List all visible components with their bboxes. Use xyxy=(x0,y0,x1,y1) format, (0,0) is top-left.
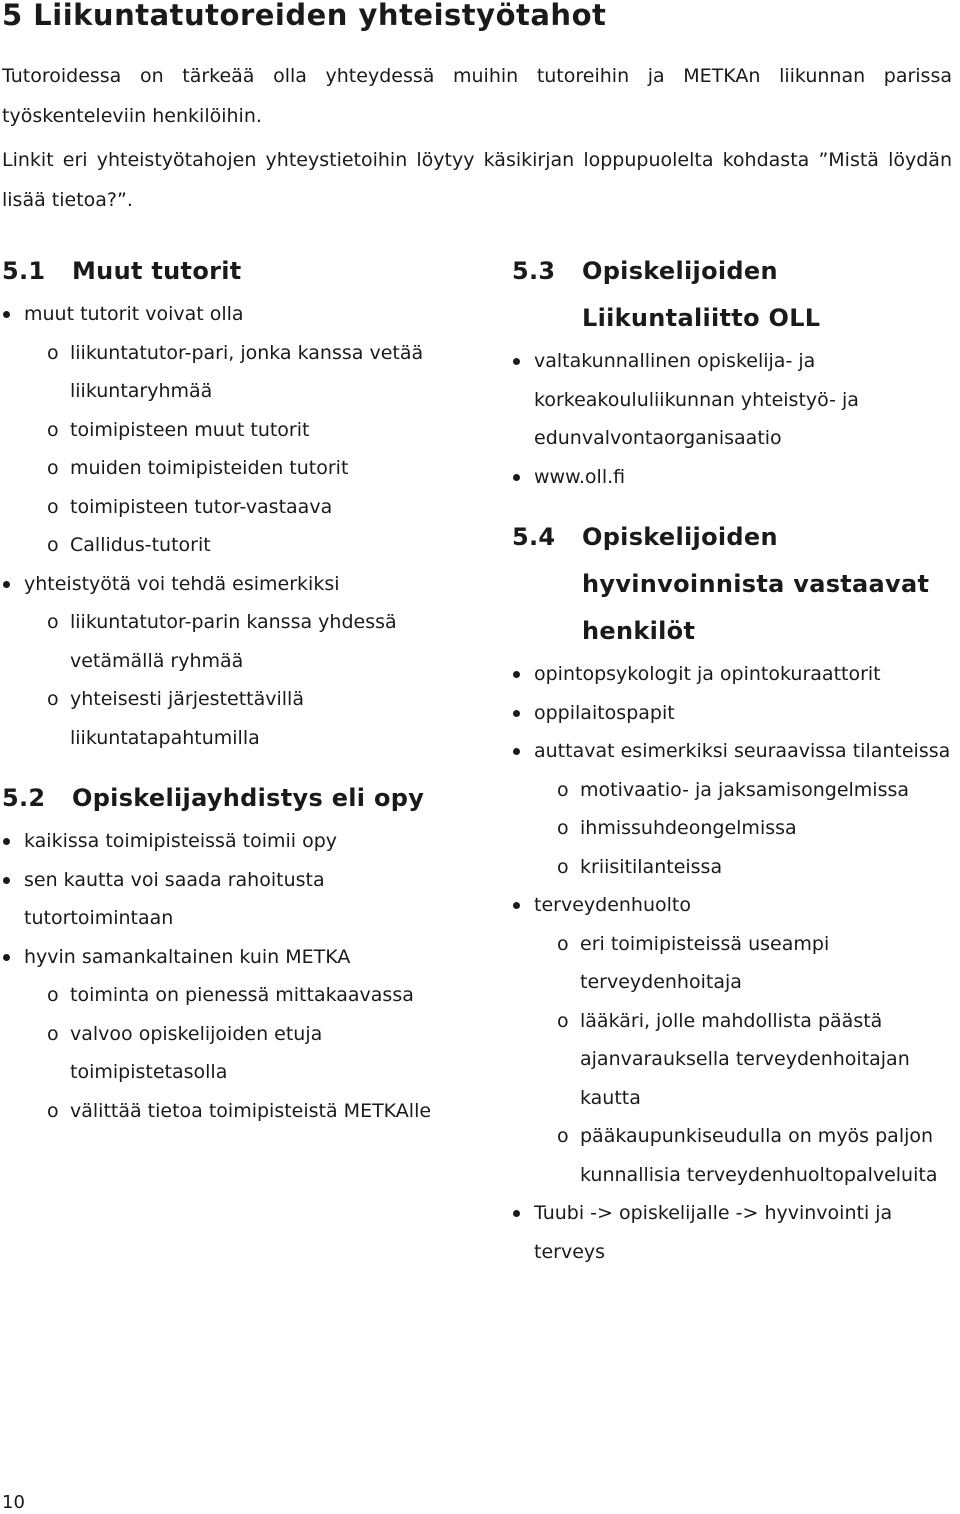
sub-list-item: o kriisitilanteissa xyxy=(534,848,957,887)
section-heading: Opiskelijayhdistys eli opy xyxy=(72,784,425,812)
list-item-text: hyvin samankaltainen kuin METKA xyxy=(24,945,351,968)
section-heading: Muut tutorit xyxy=(72,257,242,285)
intro-text-1: Tutoroidessa on tärkeää olla yhteydessä muihin tutoreihin ja METKAn liikunnan parissa työskenteleviin henkilöihin. xyxy=(2,65,952,127)
sub-list-item: o toiminta on pienessä mittakaavassa xyxy=(24,976,442,1015)
chapter-heading: 5 Liikuntatutoreiden yhteistyötahot xyxy=(2,0,607,32)
sub-list xyxy=(24,334,442,565)
list-item: www.oll.fi xyxy=(512,458,957,497)
sub-list xyxy=(534,771,957,887)
list-item-text: yhteistyötä voi tehdä esimerkiksi xyxy=(24,572,340,595)
list-item-text: muut tutorit voivat olla xyxy=(24,303,244,325)
sub-list-item: o muiden toimipisteiden tutorit xyxy=(24,449,442,488)
sub-list-item: o motivaatio- ja jaksamisongelmissa xyxy=(534,771,957,810)
section-5-2-list xyxy=(2,822,442,1130)
sub-list-item: o toimipisteen muut tutorit xyxy=(24,411,442,450)
section-heading: Opiskelijoiden Liikuntaliitto OLL xyxy=(582,257,821,332)
list-item: Tuubi -> opiskelijalle -> hyvinvointi ja terveys xyxy=(512,1194,957,1271)
list-item xyxy=(2,938,442,1131)
section-heading: Opiskelijoiden hyvinvoinnista vastaavat henkilöt xyxy=(582,523,930,645)
list-item-text: auttavat esimerkiksi seuraavissa tilanteissa xyxy=(534,740,951,762)
intro-text-2: Linkit eri yhteistyötahojen yhteystietoihin löytyy käsikirjan loppupuolelta kohdasta ”Mistä löydän lisää tietoa?”. xyxy=(2,149,952,211)
list-item xyxy=(2,565,442,758)
sub-list-item: o Callidus-tutorit xyxy=(24,526,442,565)
section-5-3-list xyxy=(512,342,957,496)
section-number: 5.3 xyxy=(512,257,556,285)
list-item xyxy=(2,295,442,565)
sub-list-item: o eri toimipisteissä useampi terveydenhoitaja xyxy=(534,925,957,1002)
sub-list-item: o pääkaupunkiseudulla on myös paljon kunnallisia terveydenhuoltopalveluita xyxy=(534,1117,957,1194)
sub-list-item: o liikuntatutor-parin kanssa yhdessä vetämällä ryhmää xyxy=(24,603,442,680)
list-item: kaikissa toimipisteissä toimii opy xyxy=(2,822,442,861)
sub-list-item: o liikuntatutor-pari, jonka kanssa vetää liikuntaryhmää xyxy=(24,334,442,411)
list-item: sen kautta voi saada rahoitusta tutortoimintaan xyxy=(2,861,442,938)
sub-list-item: o valvoo opiskelijoiden etuja toimipistetasolla xyxy=(24,1015,442,1092)
sub-list-item: o ihmissuhdeongelmissa xyxy=(534,809,957,848)
sub-list xyxy=(24,603,442,757)
section-5-3-title xyxy=(512,248,957,342)
list-item: opintopsykologit ja opintokuraattorit xyxy=(512,655,957,694)
list-item xyxy=(512,886,957,1194)
right-column xyxy=(512,248,957,1271)
sub-list-item: o yhteisesti järjestettävillä liikuntatapahtumilla xyxy=(24,680,442,757)
section-number: 5.4 xyxy=(512,523,556,551)
section-number: 5.2 xyxy=(2,784,46,812)
list-item: valtakunnallinen opiskelija- ja korkeakoululiikunnan yhteistyö- ja edunvalvontaorganisaatio xyxy=(512,342,957,458)
intro-paragraph-2 xyxy=(2,140,952,220)
list-item-text: terveydenhuolto xyxy=(534,894,691,916)
list-item xyxy=(512,732,957,886)
section-5-4-list xyxy=(512,655,957,1271)
sub-list xyxy=(24,976,442,1130)
section-5-2-title xyxy=(2,775,442,822)
intro-paragraph-1 xyxy=(2,56,952,136)
section-number: 5.1 xyxy=(2,257,46,285)
sub-list xyxy=(534,925,957,1195)
sub-list-item: o toimipisteen tutor-vastaava xyxy=(24,488,442,527)
list-item: oppilaitospapit xyxy=(512,694,957,733)
page-number: 10 xyxy=(2,1492,25,1513)
section-5-1-list xyxy=(2,295,442,757)
sub-list-item: o lääkäri, jolle mahdollista päästä ajanvarauksella terveydenhoitajan kautta xyxy=(534,1002,957,1118)
sub-list-item: o välittää tietoa toimipisteistä METKAlle xyxy=(24,1092,442,1131)
section-5-1-title xyxy=(2,248,442,295)
section-5-4-title xyxy=(512,514,957,655)
left-column xyxy=(2,248,442,1130)
